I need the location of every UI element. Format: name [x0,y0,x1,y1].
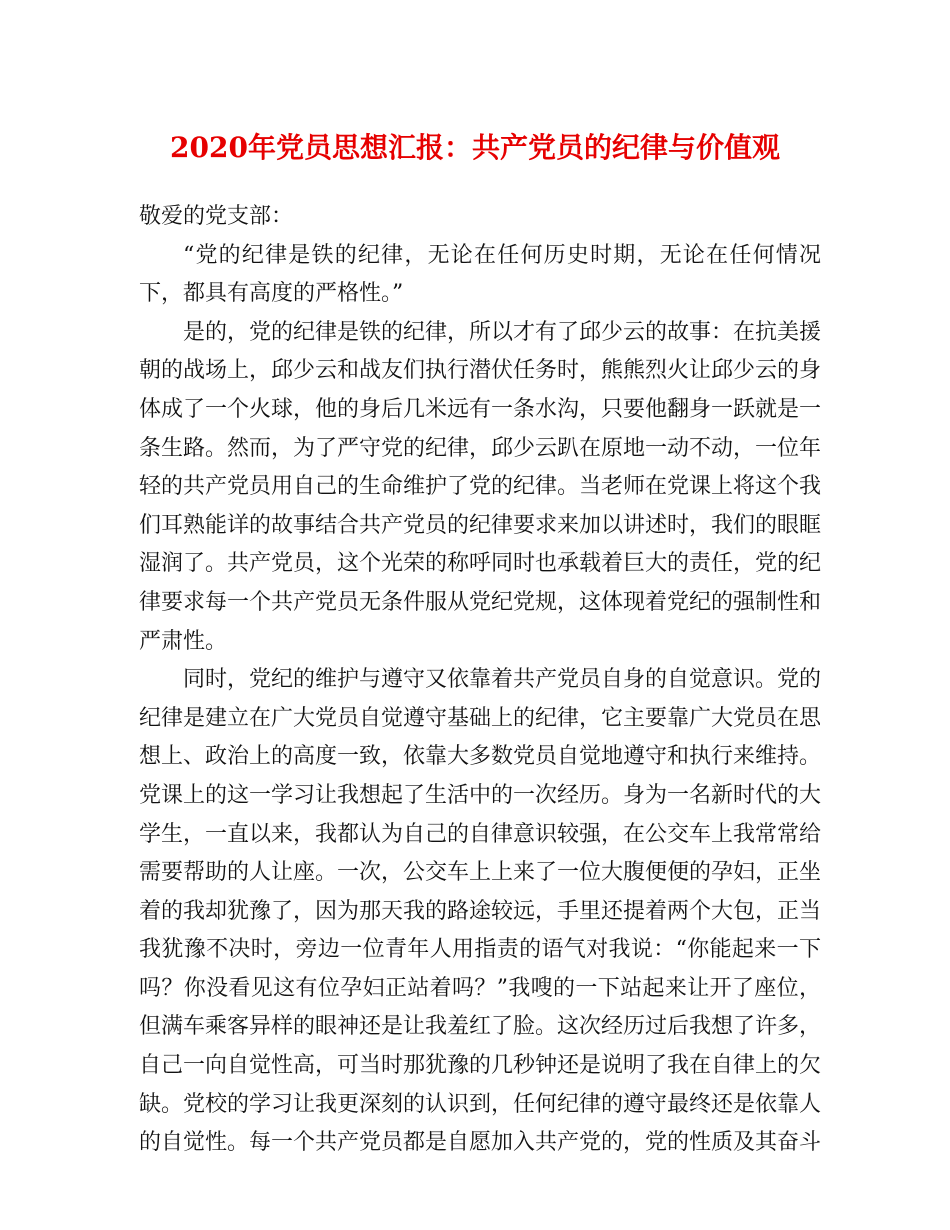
paragraph-qiu-shaoyun-story: 是的，党的纪律是铁的纪律，所以才有了邱少云的故事：在抗美援朝的战场上，邱少云和战友们执行潜伏任务时，熊熊烈火让邱少云的身体成了一个火球，他的身后几米远有一条水沟，只要他翻身一跃就是一条生路。然而，为了严守党的纪律，邱少云趴在原地一动不动，一位年轻的共产党员用自己的生命维护了党的纪律。当老师在党课上将这个我们耳熟能详的故事结合共产党员的纪律要求来加以讲述时，我们的眼眶湿润了。共产党员，这个光荣的称呼同时也承载着巨大的责任，党的纪律要求每一个共产党员无条件服从党纪党规，这体现着党纪的强制性和严肃性。 [139,319,822,654]
document-title: 2020年党员思想汇报：共产党员的纪律与价值观 [170,131,780,164]
document-body [139,198,821,1163]
salutation: 敬爱的党支部： [139,204,294,229]
paragraph-self-discipline: 同时，党纪的维护与遵守又依靠着共产党员自身的自觉意识。党的纪律是建立在广大党员自觉遵守基础上的纪律，它主要靠广大党员在思想上、政治上的高度一致，依靠大多数党员自觉地遵守和执行来维持。党课上的这一学习让我想起了生活中的一次经历。身为一名新时代的大学生，一直以来，我都认为自己的自律意识较强，在公交车上我常常给需要帮助的人让座。一次，公交车上上来了一位大腹便便的孕妇，正坐着的我却犹豫了，因为那天我的路途较远，手里还提着两个大包，正当我犹豫不决时，旁边一位青年人用指责的语气对我说：“你能起来一下吗？你没看见这有位孕妇正站着吗？”我嗖的一下站起来让开了座位，但满车乘客异样的眼神还是让我羞红了脸。这次经历过后我想了许多，自己一向自觉性高，可当时那犹豫的几秒钟还是说明了我在自律上的欠缺。党校的学习让我更深刻的认识到，任何纪律的遵守最终还是依靠人的自觉性。每一个共产党员都是自愿加入共产党的，党的性质及其奋斗 [139,667,822,1156]
paragraph-quote: “党的纪律是铁的纪律，无论在任何历史时期，无论在任何情况下，都具有高度的严格性。” [139,242,821,307]
